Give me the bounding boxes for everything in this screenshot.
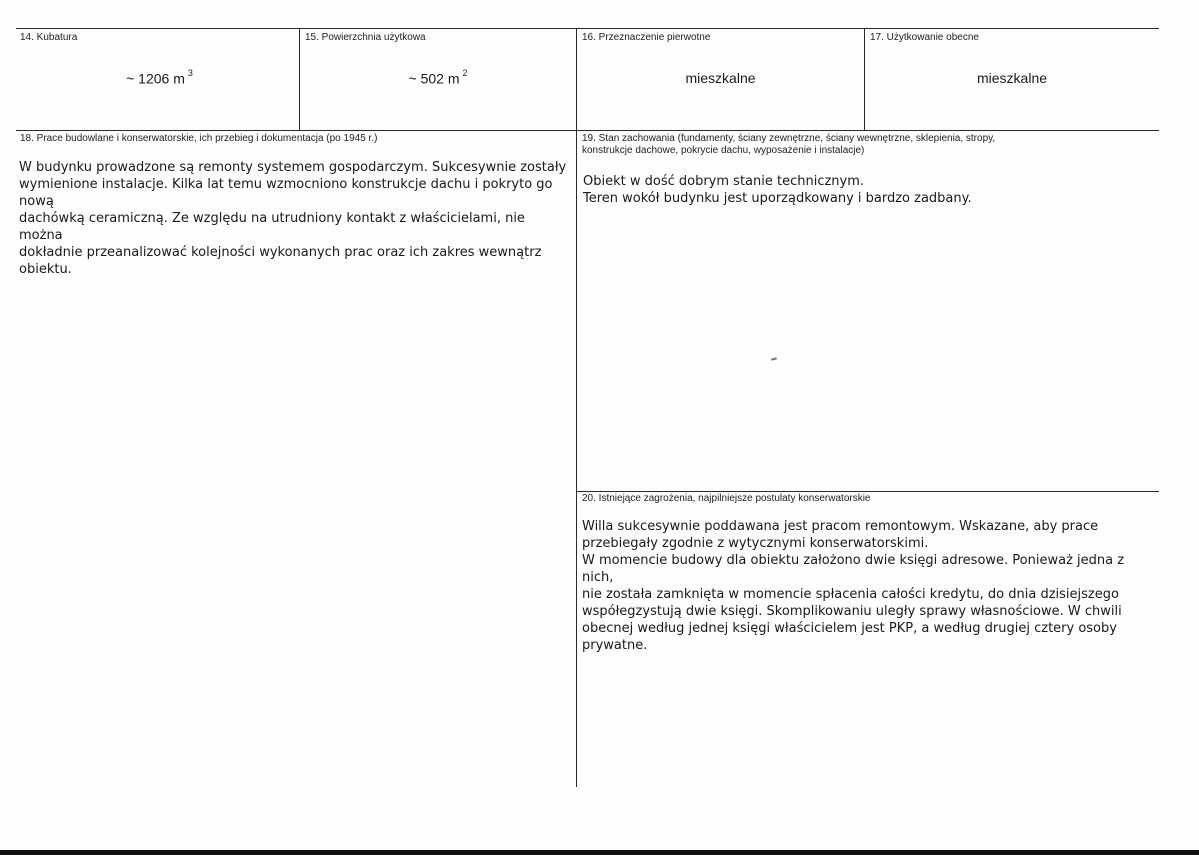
field-16-value: mieszkalne [685, 70, 756, 86]
field-18-line: dokładnie przeanalizować kolejności wykonanych prac oraz ich zakres wewnątrz [19, 245, 542, 260]
field-20-line: obecnej według jednej księgi właścicielem jest PKP, a według drugiej cztery osoby [582, 621, 1117, 636]
section20-top-line [576, 491, 1159, 492]
field-17-label: 17. Użytkowanie obecne [870, 32, 979, 43]
field-19-text [583, 173, 1153, 207]
field-19-label [582, 133, 1152, 157]
field-19-line: Obiekt w dość dobrym stanie technicznym. [583, 174, 865, 189]
field-14-value-text: ~ 1206 m [126, 70, 185, 87]
field-19-label-line: konstrukcje dachowe, pokrycie dachu, wyposażenie i instalacje) [582, 145, 865, 156]
field-15-exponent: 2 [462, 68, 468, 78]
field-14-value [20, 70, 299, 87]
field-18-line: obiektu. [19, 262, 72, 277]
field-18-label: 18. Prace budowlane i konserwatorskie, ich przebieg i dokumentacja (po 1945 r.) [20, 133, 378, 144]
scan-bottom-edge [0, 850, 1199, 855]
field-20-line: nie została zamknięta w momencie spłacenia całości kredytu, do dnia dzisiejszego [582, 587, 1119, 602]
field-20-line: współegzystują dwie księgi. Skomplikowaniu uległy sprawy własnościowe. W chwili [582, 604, 1122, 619]
field-19-line: Teren wokół budynku jest uporządkowany i bardzo zadbany. [583, 191, 972, 206]
field-15-label: 15. Powierzchnia użytkowa [305, 32, 426, 43]
field-20-text [582, 518, 1154, 654]
field-17-value: mieszkalne [976, 70, 1048, 86]
row1-bottom-line [16, 130, 1159, 131]
top-border-line [16, 28, 1159, 29]
field-18-line: W budynku prowadzone są remonty systemem gospodarczym. Sukcesywnie zostały [19, 160, 567, 175]
scan-speck [771, 357, 777, 360]
field-18-line: wymienione instalacje. Kilka lat temu wzmocniono konstrukcje dachu i pokryto go nową [19, 177, 553, 209]
field-20-line: przebiegały zgodnie z wytycznymi konserwatorskimi. [582, 536, 929, 551]
center-divider-line [576, 130, 577, 787]
field-14-label: 14. Kubatura [20, 32, 78, 43]
field-19-label-line: 19. Stan zachowania (fundamenty, ściany zewnętrzne, ściany wewnętrzne, sklepienia, stropy, [582, 133, 996, 144]
field-18-text [19, 159, 571, 278]
field-15-value-text: ~ 502 m [408, 70, 460, 87]
field-14-exponent: 3 [187, 68, 193, 78]
field-20-line: prywatne. [582, 638, 648, 653]
field-20-line: W momencie budowy dla obiektu założono dwie księgi adresowe. Ponieważ jedna z nich, [582, 553, 1125, 585]
field-16-label: 16. Przeznaczenie pierwotne [582, 32, 711, 43]
field-20-line: Willa sukcesywnie poddawana jest pracom remontowym. Wskazane, aby prace [582, 519, 1099, 534]
field-15-value [300, 70, 576, 87]
field-20-label: 20. Istniejące zagrożenia, najpilniejsze postulaty konserwatorskie [582, 493, 871, 504]
field-18-line: dachówką ceramiczną. Ze względu na utrudniony kontakt z właścicielami, nie można [19, 211, 525, 243]
